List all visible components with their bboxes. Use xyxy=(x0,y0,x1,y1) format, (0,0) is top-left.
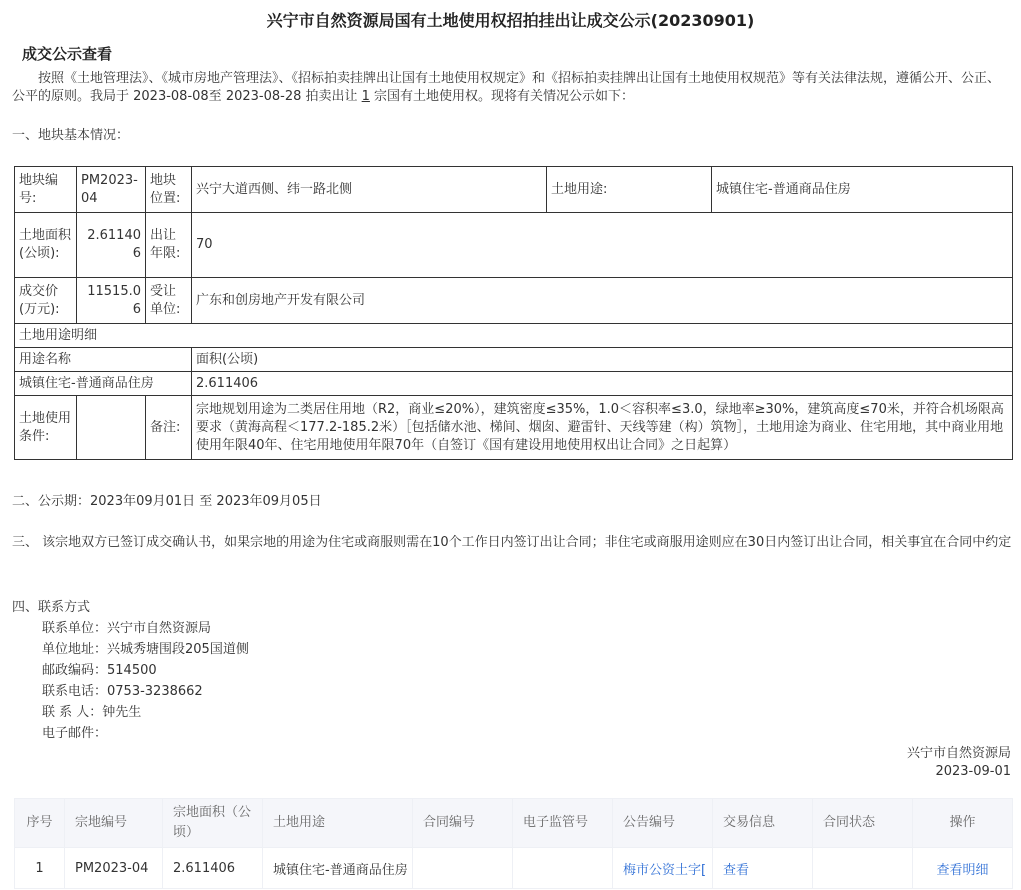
col-header-contract-no: 合同编号 xyxy=(413,799,513,848)
detail-col-name: 用途名称 xyxy=(15,348,192,372)
plot-count: 1 xyxy=(361,89,370,104)
contact-block xyxy=(12,597,249,744)
table-row xyxy=(15,848,1013,889)
section-contract-note: 三、 该宗地双方已签订成交确认书，如果宗地的用途为住宅或商服则需在10个工作日内签订出让合同；非住宅或商服用途则应在30日内签订出让合同，相关事宜在合同中约定 xyxy=(12,535,1012,550)
contact-phone: 联系电话：0753-3238662 xyxy=(42,684,203,699)
signature-date: 2023-09-01 xyxy=(935,764,1011,779)
cell-seq: 1 xyxy=(15,848,65,889)
remark-label: 备注: xyxy=(146,396,192,460)
cell-supervision-no xyxy=(513,848,613,889)
col-header-plot-no: 宗地编号 xyxy=(65,799,163,848)
buyer-value: 广东和创房地产开发有限公司 xyxy=(192,278,1013,324)
signature-org: 兴宁市自然资源局 xyxy=(906,746,1011,761)
price-value: 11515.06 xyxy=(77,278,146,324)
detail-use-area: 2.611406 xyxy=(192,372,1013,396)
use-condition-value xyxy=(77,396,146,460)
area-label: 土地面积(公顷): xyxy=(15,213,77,278)
detail-col-area: 面积(公顷) xyxy=(192,348,1013,372)
col-header-trade-info: 交易信息 xyxy=(713,799,813,848)
remark-value: 宗地规划用途为二类居住用地（R2，商业≤20%），建筑密度≤35%，1.0＜容积率≤3.0，绿地率≥30%，建筑高度≤70米，并符合机场限高要求（黄海高程＜177.2-185.2米）［包括储水池、梯间、烟囱、避雷针、天线等建（构）筑物］，土地用途为商业、住宅用地，其中商业用地使用年限40年、住宅用地使用年限70年（自签订《国有建设用地使用权出让合同》之日起算） xyxy=(192,396,1013,460)
location-label: 地块位置: xyxy=(146,167,192,213)
term-label: 出让年限: xyxy=(146,213,192,278)
cell-use: 城镇住宅-普通商品住房 xyxy=(263,848,413,889)
view-trade-link[interactable]: 查看 xyxy=(713,848,813,889)
contact-email: 电子邮件： xyxy=(42,726,108,741)
cell-area: 2.611406 xyxy=(163,848,263,889)
col-header-supervision-no: 电子监管号 xyxy=(513,799,613,848)
cell-contract-no xyxy=(413,848,513,889)
contact-person: 联 系 人：钟先生 xyxy=(42,705,142,720)
intro-paragraph xyxy=(12,70,1012,106)
detail-use-name: 城镇住宅-普通商品住房 xyxy=(15,372,192,396)
land-use-detail-header: 土地用途明细 xyxy=(15,324,1013,348)
col-header-notice-no: 公告编号 xyxy=(613,799,713,848)
contact-unit: 联系单位：兴宁市自然资源局 xyxy=(42,621,212,636)
intro-text: 按照《土地管理法》、《城市房地产管理法》、《招标拍卖挂牌出让国有土地使用权规定》和《招标拍卖挂牌出让国有土地使用权规范》等有关法律法规，遵循公开、公正、公平的原则。我局于 2023-08-08至 2023-08-28 拍卖出让 xyxy=(12,71,1001,104)
page-title: 兴宁市自然资源局国有土地使用权招拍挂出让成交公示(20230901) xyxy=(266,11,755,30)
term-value: 70 xyxy=(192,213,1013,278)
col-header-seq: 序号 xyxy=(15,799,65,848)
contact-zip: 邮政编码：514500 xyxy=(42,663,157,678)
price-label: 成交价(万元): xyxy=(15,278,77,324)
section-contact-heading: 四、联系方式 xyxy=(12,600,91,615)
section-notice-period: 二、公示期：2023年09月01日 至 2023年09月05日 xyxy=(12,494,322,509)
location-value: 兴宁大道西侧、纬一路北侧 xyxy=(192,167,547,213)
col-header-contract-status: 合同状态 xyxy=(813,799,913,848)
plot-no-label: 地块编号: xyxy=(15,167,77,213)
area-value: 2.611406 xyxy=(77,213,146,278)
col-header-use: 土地用途 xyxy=(263,799,413,848)
contact-address: 单位地址：兴城秀塘围段205国道侧 xyxy=(42,642,249,657)
view-detail-link[interactable]: 查看明细 xyxy=(913,848,1013,889)
use-condition-label: 土地使用条件: xyxy=(15,396,77,460)
land-use-label: 土地用途: xyxy=(547,167,712,213)
page-subtitle: 成交公示查看 xyxy=(22,45,113,63)
col-header-action: 操作 xyxy=(913,799,1013,848)
land-use-value: 城镇住宅-普通商品住房 xyxy=(712,167,1013,213)
intro-text-end: 宗国有土地使用权。现将有关情况公示如下： xyxy=(369,89,635,104)
section-basic-heading: 一、地块基本情况： xyxy=(12,128,130,143)
notice-no-link[interactable]: 梅市公资土字[ xyxy=(613,848,713,889)
buyer-label: 受让单位: xyxy=(146,278,192,324)
col-header-area: 宗地面积（公顷） xyxy=(163,799,263,848)
plot-info-table xyxy=(14,166,1013,460)
plot-no-value: PM2023-04 xyxy=(77,167,146,213)
cell-plot-no: PM2023-04 xyxy=(65,848,163,889)
transaction-list-table xyxy=(14,798,1013,889)
cell-contract-status xyxy=(813,848,913,889)
